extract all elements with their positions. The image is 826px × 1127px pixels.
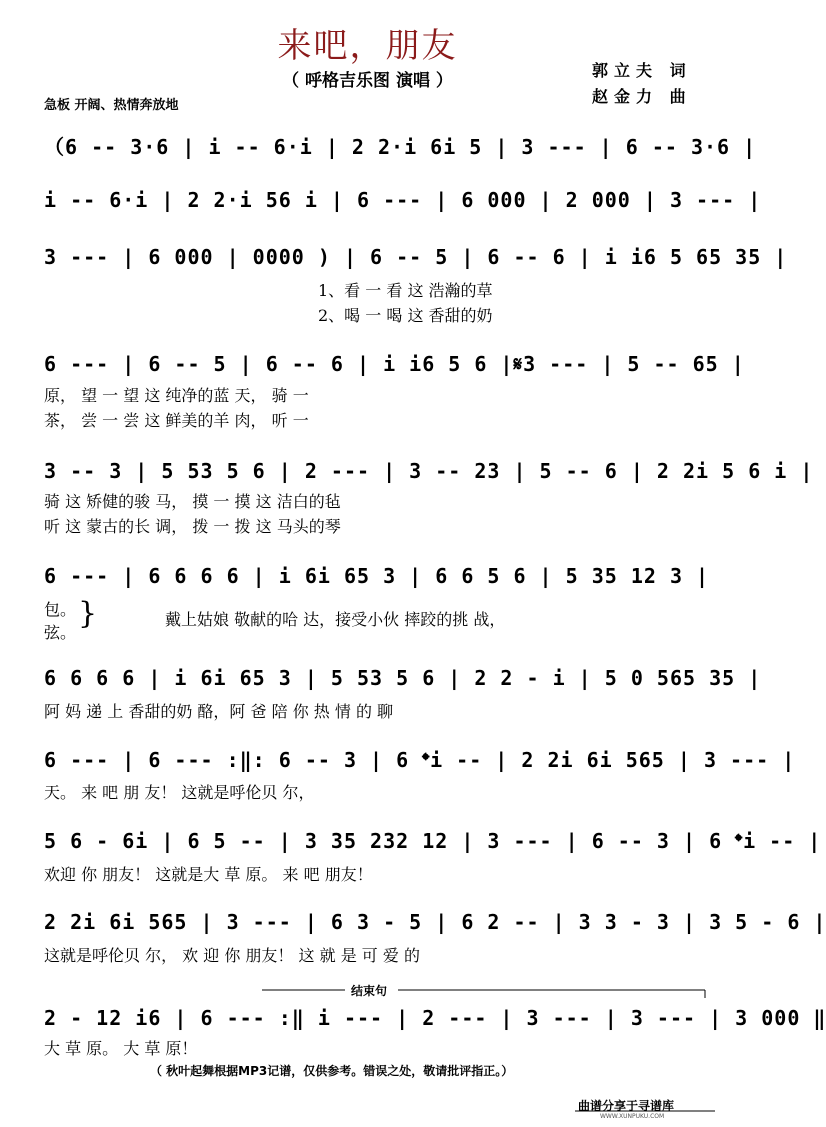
lyric-row-8: 天。 来 吧 朋 友！ 这就是呼伦贝 尔， [44, 783, 315, 802]
lyric-row-11: 大 草 原。 大 草 原！ [44, 1039, 198, 1058]
lyric-row-4-verse-2: 茶， 尝 一 尝 这 鲜美的羊 肉， 听 一 [44, 411, 309, 430]
score-row-2: i -- 6·i | 2 2·i 56 i | 6 --- | 6 000 | 2 000 | 3 --- | [44, 188, 762, 212]
transcriber-footnote: （ 秋叶起舞根据MP3记谱，仅供参考。错误之处，敬请批评指正。） [150, 1064, 514, 1078]
score-row-1: （6 -- 3·6 | i -- 6·i | 2 2·i 6i 5 | 3 --- | 6 -- 3·6 | [44, 135, 757, 159]
lyric-row-9: 欢迎 你 朋友！ 这就是大 草 原。 来 吧 朋友！ [44, 865, 373, 884]
lyric-row-6-shared: 戴上姑娘 敬献的哈 达，接受小伙 摔跤的挑 战， [165, 610, 506, 629]
tempo-marking: 急板 开阔、热情奔放地 [44, 98, 179, 113]
performer-line: （ 呼格吉乐图 演唱 ） [282, 71, 453, 91]
lyric-row-3-verse-2: 2、喝 一 喝 这 香甜的奶 [318, 306, 493, 325]
score-row-3: 3 --- | 6 000 | 0000 ) | 6 -- 5 | 6 -- 6 | i i6 5 65 35 | [44, 245, 788, 269]
lyric-row-6-verse-1: 包。 [44, 600, 77, 619]
song-title: 来吧，朋友 [277, 26, 458, 66]
lyric-row-5-verse-1: 骑 这 矫健的骏 马， 摸 一 摸 这 洁白的毡 [44, 492, 341, 511]
watermark-url: WWW.XUNPUKU.COM [600, 1113, 665, 1120]
score-row-5: 3 -- 3 | 5 53 5 6 | 2 --- | 3 -- 23 | 5 -- 6 | 2 2i 5 6 i | [44, 459, 814, 483]
watermark: 曲谱分享于寻谱库 [578, 1099, 675, 1113]
score-row-10: 2 2i 6i 565 | 3 --- | 6 3 - 5 | 6 2 -- | 3 3 - 3 | 3 5 - 6 | [44, 910, 826, 934]
score-row-7: 6 6 6 6 | i 6i 65 3 | 5 53 5 6 | 2 2 - i | 5 0 565 35 | [44, 666, 762, 690]
lyric-row-7: 阿 妈 递 上 香甜的奶 酪，阿 爸 陪 你 热 情 的 聊 [44, 702, 394, 721]
lyric-row-3-verse-1: 1、看 一 看 这 浩瀚的草 [318, 281, 493, 300]
verse-brace: } [78, 596, 98, 631]
composer-credit: 赵金力 曲 [592, 87, 692, 106]
ending-label: 结束句 [351, 984, 388, 998]
lyric-row-5-verse-2: 听 这 蒙古的长 调， 拨 一 拨 这 马头的琴 [44, 517, 341, 536]
score-row-8: 6 --- | 6 --- :‖: 6 -- 3 | 6 𝄌i -- | 2 2i 6i 565 | 3 --- | [44, 748, 796, 772]
lyric-row-10: 这就是呼伦贝 尔， 欢 迎 你 朋友！ 这 就 是 可 爱 的 [44, 946, 420, 965]
lyric-row-4-verse-1: 原， 望 一 望 这 纯净的蓝 天， 骑 一 [44, 386, 309, 405]
score-row-9: 5 6 - 6i | 6 5 -- | 3 35 232 12 | 3 --- | 6 -- 3 | 6 𝄌i -- | [44, 829, 822, 853]
score-row-6: 6 --- | 6 6 6 6 | i 6i 65 3 | 6 6 5 6 | 5 35 12 3 | [44, 564, 710, 588]
score-row-11: 2 - 12 i6 | 6 --- :‖ i --- | 2 --- | 3 --- | 3 --- | 3 000 ‖ [44, 1006, 826, 1030]
lyric-row-6-verse-2: 弦。 [44, 623, 77, 642]
lyricist-credit: 郭立夫 词 [592, 61, 692, 80]
score-row-4: 6 --- | 6 -- 5 | 6 -- 6 | i i6 5 6 |𝄋3 --- | 5 -- 65 | [44, 352, 745, 376]
